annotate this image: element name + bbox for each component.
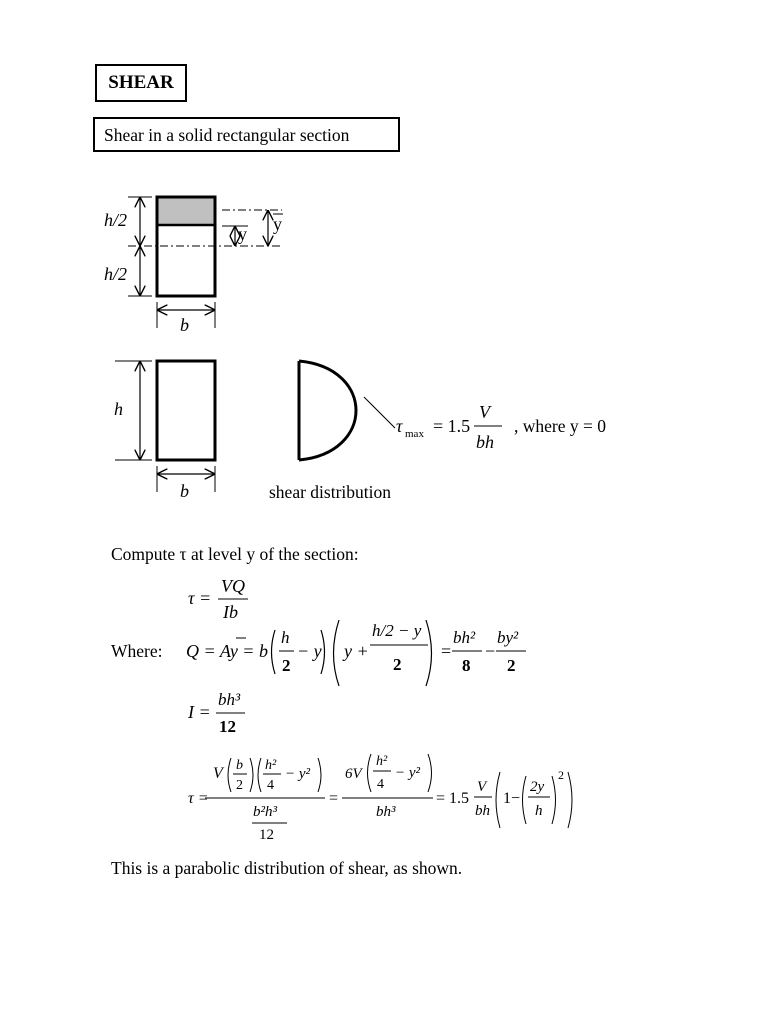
leader-line bbox=[364, 397, 395, 428]
equation-Q bbox=[186, 620, 526, 686]
tau-max-subscript: max bbox=[405, 428, 424, 440]
eq-f-num1-v: V bbox=[213, 765, 223, 782]
eq-q-equals: = bbox=[441, 641, 452, 661]
eq-f-minus-y2-b: − y² bbox=[395, 765, 421, 781]
equation-tau bbox=[188, 576, 248, 622]
eq-f-four: 4 bbox=[267, 778, 274, 793]
eq-q-a-num: bh² bbox=[453, 628, 476, 647]
eq-q-minus-y: − y bbox=[297, 641, 322, 661]
eq-f-h: h bbox=[535, 803, 543, 819]
eq-f-v: V bbox=[477, 779, 487, 795]
eq-i-lhs: I = bbox=[188, 702, 211, 722]
section-heading: Shear in a solid rectangular section bbox=[104, 125, 350, 145]
eq-f-eq2: = bbox=[329, 790, 339, 807]
eq-f-h2-b: h² bbox=[376, 754, 388, 769]
eq-q-inner-den: 2 bbox=[393, 655, 402, 674]
label-h: h bbox=[114, 399, 123, 419]
eq-q-lhs: Q = Ay = b bbox=[186, 641, 268, 661]
label-b-2: b bbox=[180, 481, 189, 501]
tau-max-num: V bbox=[479, 402, 490, 422]
eq-q-b-den: 2 bbox=[507, 656, 516, 675]
caption-shear-distribution: shear distribution bbox=[269, 482, 391, 502]
section-outline-2 bbox=[157, 361, 215, 460]
eq-f-b: b bbox=[236, 758, 243, 773]
tau-symbol: τ bbox=[396, 416, 403, 436]
eq-q-f1-den: 2 bbox=[282, 656, 291, 675]
eq-f-2y: 2y bbox=[530, 779, 545, 795]
label-y: y bbox=[238, 224, 247, 244]
eq-q-f1-num: h bbox=[281, 628, 290, 647]
label-h-half-bottom: h/2 bbox=[104, 264, 128, 284]
eq-tau-den: Ib bbox=[223, 602, 238, 622]
eq-tau-lhs: τ = bbox=[188, 588, 212, 608]
eq-i-den: 12 bbox=[219, 717, 236, 736]
eq-f-four-b: 4 bbox=[377, 777, 384, 792]
conclusion: This is a parabolic distribution of shear, as shown. bbox=[111, 858, 463, 878]
where-label: Where: bbox=[111, 641, 163, 661]
eq-f-bh: bh bbox=[475, 803, 490, 819]
label-ybar: y bbox=[273, 214, 282, 234]
section-figure-1 bbox=[104, 197, 283, 335]
equation-I bbox=[187, 690, 245, 736]
compute-line: Compute τ at level y of the section: bbox=[111, 544, 359, 564]
eq-i-num: bh³ bbox=[218, 690, 241, 709]
equation-final bbox=[188, 754, 572, 843]
eq-q-b-num: by² bbox=[497, 628, 519, 647]
eq-f-eq3: = 1.5 bbox=[436, 790, 470, 807]
label-b: b bbox=[180, 315, 189, 335]
eq-f-sq: 2 bbox=[558, 768, 564, 782]
eq-f-den1-bottom: 12 bbox=[259, 827, 274, 843]
eq-f-one-minus: 1− bbox=[503, 790, 521, 807]
eq-q-y-plus: y + bbox=[344, 641, 369, 661]
eq-f-minus-y2: − y² bbox=[285, 766, 311, 782]
eq-f-two: 2 bbox=[236, 778, 243, 793]
label-h-half-top: h/2 bbox=[104, 210, 128, 230]
shear-distribution-curve bbox=[299, 361, 356, 460]
eq-f-den2: bh³ bbox=[376, 804, 396, 820]
tau-max-condition: , where y = 0 bbox=[514, 416, 606, 436]
eq-q-a-den: 8 bbox=[462, 656, 471, 675]
eq-f-6v: 6V bbox=[345, 766, 362, 782]
eq-f-h2: h² bbox=[265, 758, 277, 773]
section-figure-2 bbox=[114, 361, 606, 502]
page-title: SHEAR bbox=[108, 72, 174, 93]
eq-f-den1-top: b²h³ bbox=[253, 804, 277, 820]
eq-q-inner-num: h/2 − y bbox=[372, 621, 422, 640]
tau-max-coef: = 1.5 bbox=[433, 416, 471, 436]
eq-q-minus: − bbox=[485, 641, 496, 661]
tau-max-den: bh bbox=[476, 432, 494, 452]
eq-f-lhs: τ = bbox=[188, 790, 209, 807]
shaded-area bbox=[157, 197, 215, 225]
eq-tau-num: VQ bbox=[221, 576, 245, 596]
